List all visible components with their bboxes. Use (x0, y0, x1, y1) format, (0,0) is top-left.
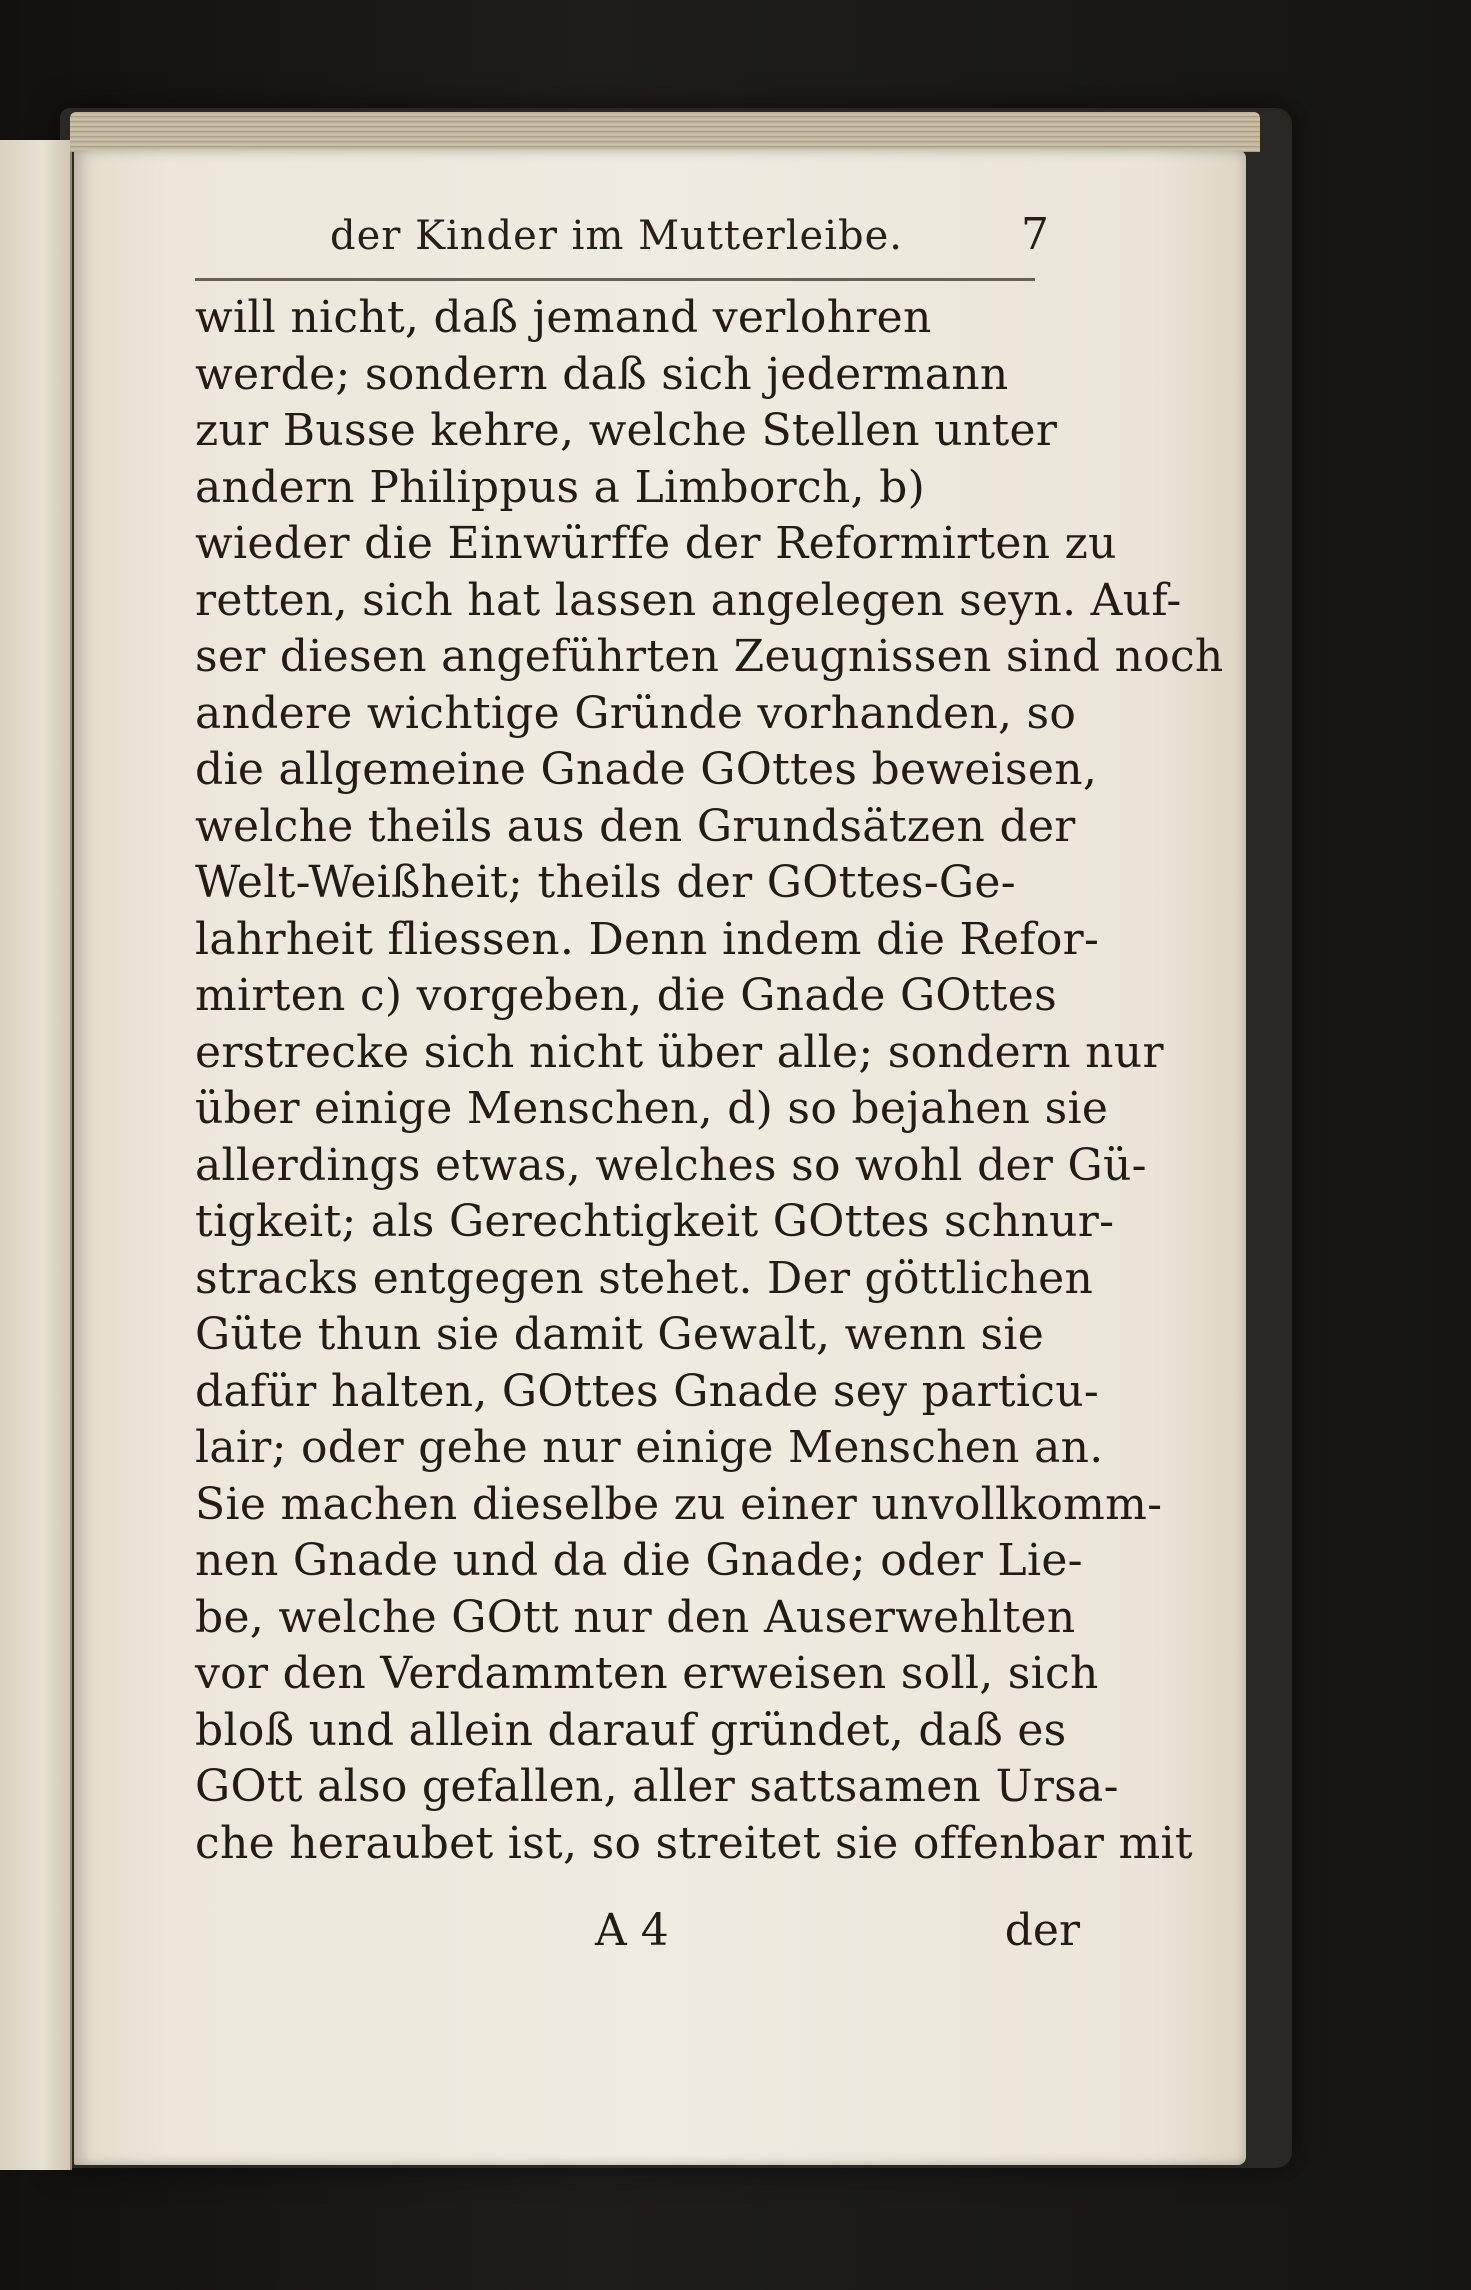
text-line: werde; sondern daß sich jedermann (195, 348, 1009, 400)
page-footer (195, 1905, 1080, 1965)
text-line: erstrecke sich nicht über alle; sondern nur (195, 1026, 1164, 1078)
page-number: 7 (1021, 209, 1050, 260)
text-line: mirten c) vorgeben, die Gnade GOttes (195, 970, 1057, 1021)
text-line: lair; oder gehe nur einige Menschen an. (195, 1422, 1104, 1473)
text-line: retten, sich hat lassen angelegen seyn. Auf- (195, 574, 1182, 626)
text-line: lahrheit fliessen. Denn indem die Refor- (195, 913, 1100, 965)
text-line: will nicht, daß jemand verlohren (195, 292, 932, 343)
running-head: der Kinder im Mutterleibe. (330, 213, 904, 259)
text-line: über einige Menschen, d) so bejahen sie (195, 1083, 1109, 1134)
text-line: andere wichtige Gründe vorhanden, so (195, 687, 1077, 739)
text-line: Welt-Weißheit; theils der GOttes-Ge- (195, 857, 1016, 908)
signature-mark: A 4 (595, 1905, 669, 1956)
text-line: vor den Verdammten erweisen soll, sich (195, 1648, 1099, 1699)
text-line: die allgemeine Gnade GOttes beweisen, (195, 744, 1098, 795)
body-text (195, 290, 1224, 1872)
text-line: ser diesen angeführten Zeugnissen sind noch (195, 631, 1224, 682)
header-rule (195, 278, 1035, 281)
text-line: Sie machen dieselbe zu einer unvollkomm- (195, 1478, 1163, 1530)
text-line: bloß und allein darauf gründet, daß es (195, 1704, 1067, 1756)
text-line: che heraubet ist, so streitet sie offenbar mit (195, 1817, 1193, 1869)
text-line: zur Busse kehre, welche Stellen unter (195, 405, 1058, 456)
text-line: Güte thun sie damit Gewalt, wenn sie (195, 1309, 1045, 1360)
text-line: welche theils aus den Grundsätzen der (195, 800, 1076, 852)
text-line: andern Philippus a Limborch, b) (195, 461, 926, 513)
text-line: wieder die Einwürffe der Reformirten zu (195, 518, 1117, 569)
text-line: tigkeit; als Gerechtigkeit GOttes schnur- (195, 1196, 1115, 1247)
text-line: nen Gnade und da die Gnade; oder Lie- (195, 1535, 1083, 1586)
catchword: der (1004, 1905, 1080, 1956)
facing-page-edge (0, 140, 72, 2170)
page-block-edges (70, 112, 1260, 152)
text-line: dafür halten, GOttes Gnade sey particu- (195, 1365, 1100, 1417)
text-line: be, welche GOtt nur den Auserwehlten (195, 1591, 1076, 1643)
page-header (330, 205, 1050, 265)
text-line: allerdings etwas, welches so wohl der Gü- (195, 1139, 1147, 1191)
text-line: GOtt also gefallen, aller sattsamen Ursa- (195, 1761, 1119, 1812)
text-line: stracks entgegen stehet. Der göttlichen (195, 1252, 1094, 1304)
